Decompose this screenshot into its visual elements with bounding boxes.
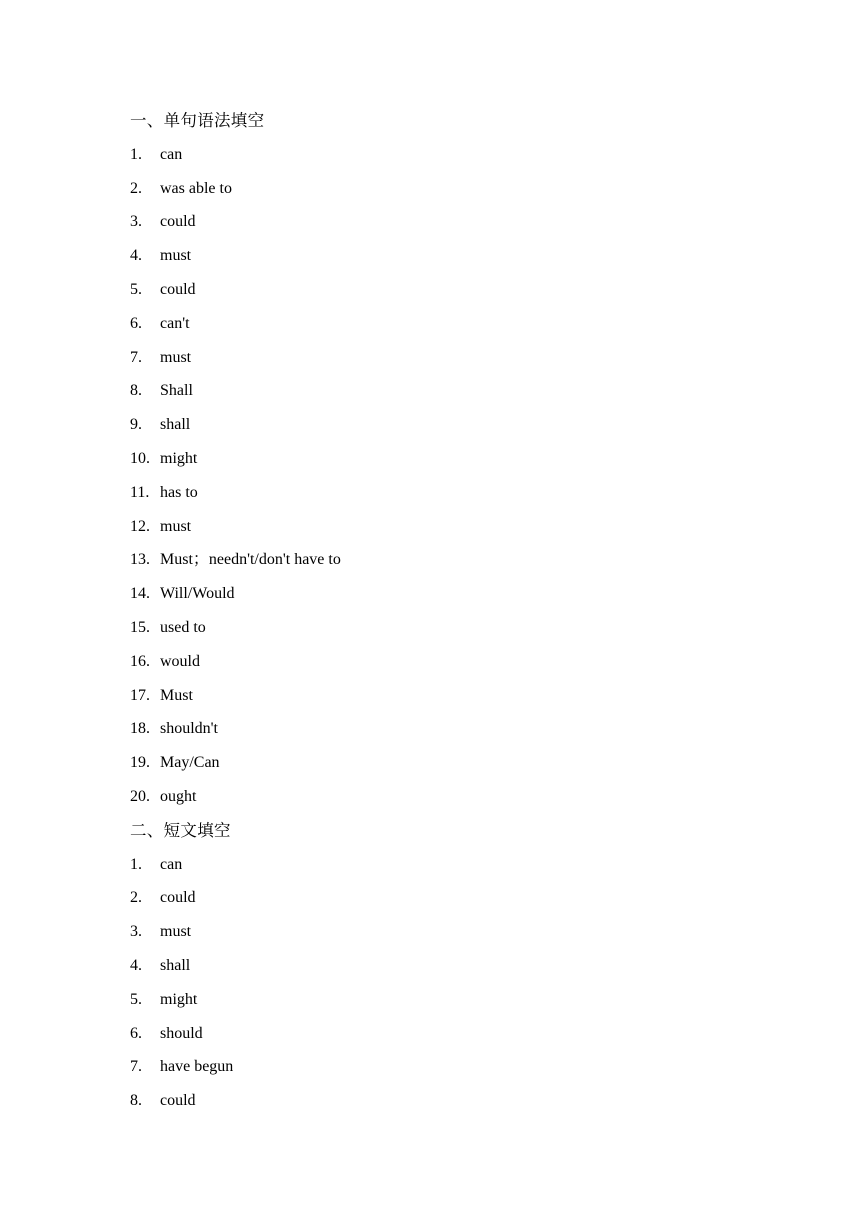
item-number: 6.: [130, 1024, 142, 1042]
item-answer: shall: [160, 416, 191, 434]
answer-item: [130, 341, 770, 375]
answer-item: [130, 611, 770, 645]
item-answer: Will/Would: [160, 585, 235, 603]
item-answer: could: [160, 280, 196, 298]
item-answer: should: [160, 1024, 203, 1042]
answer-item: [130, 543, 770, 577]
answer-item: [130, 273, 770, 307]
item-answer: must: [160, 348, 192, 366]
item-answer: must: [160, 923, 192, 941]
answer-item: [130, 442, 770, 476]
answer-item: [130, 172, 770, 206]
item-answer: might: [160, 990, 198, 1008]
item-number: 14.: [130, 585, 150, 603]
item-answer: Shall: [160, 382, 193, 400]
answer-item: [130, 205, 770, 239]
item-number: 16.: [130, 652, 150, 670]
item-answer: could: [160, 1092, 196, 1110]
item-answer: May/Can: [160, 754, 220, 772]
section-1-heading: 一、单句语法填空: [130, 111, 265, 130]
item-answer: must: [160, 247, 192, 265]
item-number: 8.: [130, 1092, 142, 1110]
item-number: 19.: [130, 754, 150, 772]
item-number: 2.: [130, 889, 142, 907]
answer-item: [130, 645, 770, 679]
item-number: 1.: [130, 145, 142, 163]
item-number: 11.: [130, 483, 150, 501]
item-number: 6.: [130, 314, 142, 332]
answer-item: [130, 915, 770, 949]
item-number: 17.: [130, 686, 150, 704]
item-answer: could: [160, 889, 196, 907]
answer-item: [130, 1017, 770, 1051]
answer-item: [130, 949, 770, 983]
item-number: 4.: [130, 956, 142, 974]
item-answer: can't: [160, 314, 190, 332]
item-number: 20.: [130, 787, 150, 805]
answer-item: [130, 138, 770, 172]
item-number: 1.: [130, 855, 142, 873]
item-number: 13.: [130, 551, 150, 569]
answer-item: [130, 577, 770, 611]
item-answer: shouldn't: [160, 720, 218, 738]
item-number: 7.: [130, 1058, 142, 1076]
item-number: 2.: [130, 179, 142, 197]
answer-item: [130, 881, 770, 915]
answer-item: [130, 307, 770, 341]
item-number: 7.: [130, 348, 142, 366]
item-answer: have begun: [160, 1058, 234, 1076]
item-answer: ought: [160, 787, 197, 805]
answer-item: [130, 510, 770, 544]
item-answer: can: [160, 855, 183, 873]
item-answer: Must: [160, 686, 193, 704]
answer-item: [130, 408, 770, 442]
answer-item: [130, 712, 770, 746]
answer-item: [130, 1084, 770, 1118]
item-number: 9.: [130, 416, 142, 434]
item-answer: must: [160, 517, 192, 535]
answer-key: [130, 104, 770, 1118]
item-number: 3.: [130, 923, 142, 941]
item-number: 5.: [130, 280, 142, 298]
item-answer: has to: [160, 483, 198, 501]
item-number: 12.: [130, 517, 150, 535]
answer-item: [130, 239, 770, 273]
item-answer: used to: [160, 618, 206, 636]
item-answer: might: [160, 449, 198, 467]
item-number: 18.: [130, 720, 150, 738]
item-answer: was able to: [160, 179, 232, 197]
item-number: 4.: [130, 247, 142, 265]
item-number: 5.: [130, 990, 142, 1008]
answer-item: [130, 1050, 770, 1084]
item-answer: would: [160, 652, 200, 670]
answer-item: [130, 780, 770, 814]
item-answer: can: [160, 145, 183, 163]
item-answer: Must；needn't/don't have to: [160, 551, 341, 569]
answer-item: [130, 679, 770, 713]
item-number: 10.: [130, 449, 150, 467]
answer-item: [130, 374, 770, 408]
item-number: 8.: [130, 382, 142, 400]
answer-item: [130, 746, 770, 780]
item-answer: shall: [160, 956, 191, 974]
item-answer: could: [160, 213, 196, 231]
section-2-heading: 二、短文填空: [130, 820, 231, 840]
answer-item: [130, 848, 770, 882]
item-number: 15.: [130, 618, 150, 636]
answer-item: [130, 983, 770, 1017]
item-number: 3.: [130, 213, 142, 231]
answer-item: [130, 476, 770, 510]
